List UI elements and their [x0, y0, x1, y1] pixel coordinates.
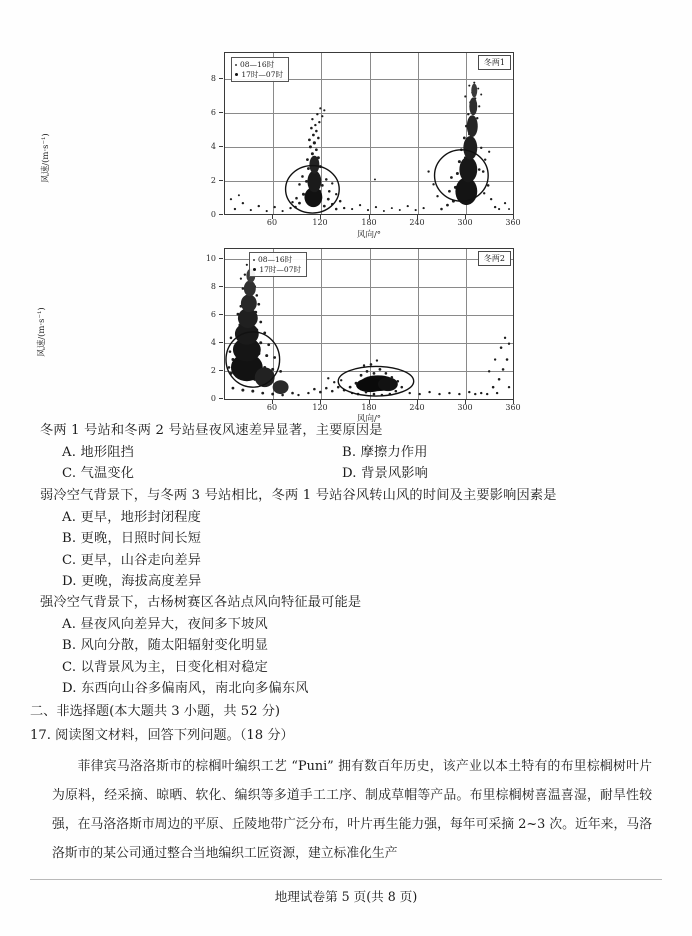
- chart1-ytick-0: 0: [210, 210, 216, 219]
- chart2-xtick-240: 240: [409, 403, 425, 412]
- chart1-ytick-6: 6: [210, 108, 216, 117]
- legend-day-marker-icon: [235, 64, 237, 66]
- chart1-tick-y0: [219, 214, 223, 215]
- chart1-x-axis-label: 风向/°: [356, 230, 382, 240]
- chart2-tick-y10: [219, 258, 223, 259]
- question-15-option-d[interactable]: D. 更晚，海拔高度差异: [62, 574, 202, 589]
- question-14-option-b[interactable]: B. 摩擦力作用: [342, 444, 428, 460]
- chart1-legend-label-day: 08—16时: [240, 60, 275, 69]
- chart1-y-axis-label: 风速/(m·s⁻¹): [41, 133, 51, 183]
- chart1-tick-y4: [219, 146, 223, 147]
- legend-day-marker-icon: [253, 259, 255, 261]
- chart1-legend-row-day: [235, 60, 283, 70]
- chart2-plot-area: [224, 248, 514, 400]
- chart1-xtick-240: 240: [409, 218, 425, 227]
- chart2-ytick-6: 6: [210, 310, 216, 319]
- chart1-xtick-60: 60: [266, 218, 278, 227]
- question-14-stem: 冬两 1 号站和冬两 2 号站昼夜风速差异显著，主要原因是: [40, 423, 383, 438]
- question-14: [40, 420, 652, 485]
- chart1-xtick-180: 180: [361, 218, 377, 227]
- chart1-plot-area: [224, 52, 514, 215]
- question-14-option-a[interactable]: A. 地形阻挡: [62, 444, 135, 460]
- wind-figure: [0, 30, 692, 424]
- question-16-option-b[interactable]: B. 风向分散，随太阳辐射变化明显: [62, 638, 269, 653]
- chart2-tick-y0: [219, 398, 223, 399]
- chart1-tick-y6: [219, 112, 223, 113]
- chart2-legend: [249, 252, 307, 277]
- chart2-ytick-8: 8: [210, 282, 216, 291]
- question-15-option-a[interactable]: A. 更早，地形封闭程度: [62, 509, 201, 525]
- chart1-xtick-300: 300: [457, 218, 473, 227]
- chart2-xtick-300: 300: [457, 403, 473, 412]
- question-14-option-c[interactable]: C. 气温变化: [62, 466, 135, 481]
- question-15-option-c[interactable]: C. 更早，山谷走向差异: [62, 552, 202, 568]
- chart2-legend-row-night: [253, 265, 301, 275]
- chart1-legend: [231, 57, 289, 82]
- chart1-panel-tag: 冬两1: [478, 55, 511, 70]
- question-15-option-b[interactable]: B. 更晚，日照时间长短: [62, 531, 202, 546]
- chart1-xtick-360: 360: [505, 218, 521, 227]
- question-14-option-d[interactable]: D. 背景风影响: [342, 466, 429, 481]
- chart2-ytick-4: 4: [210, 338, 216, 347]
- chart2-legend-label-day: 08—16时: [258, 255, 293, 264]
- question-17-stem: 17. 阅读图文材料，回答下列问题。（18 分）: [30, 728, 294, 743]
- question-17-material: 菲律宾马洛洛斯市的棕榈叶编织工艺 “Puni” 拥有数百年历史，该产业以本土特有的布里棕榈树叶片为原料，经采摘、晾晒、软化、编织等多道手工工序、制成草帽等产品。布里棕榈树喜温喜湿，耐旱性较强，在马洛洛斯市周边的平原、丘陵地带广泛分布，叶片再生能力强，每年可采摘 2~3 次。近年来，马洛洛斯市的某公司通过整合当地编织工匠资源，建立标准化生产: [52, 759, 652, 861]
- chart1-ytick-4: 4: [210, 142, 216, 151]
- chart1-ytick-8: 8: [210, 74, 216, 83]
- page-footer: 地理试卷第 5 页(共 8 页): [274, 889, 418, 904]
- chart2-ytick-0: 0: [210, 394, 216, 403]
- chart2-panel-tag: 冬两2: [478, 251, 511, 266]
- chart-panel-1: [0, 30, 692, 240]
- chart1-ytick-2: 2: [210, 176, 216, 185]
- question-16-option-d[interactable]: D. 东西向山谷多偏南风，南北向多偏东风: [62, 681, 309, 696]
- footer-divider: [30, 879, 662, 880]
- legend-night-marker-icon: [253, 268, 256, 271]
- legend-night-marker-icon: [235, 73, 238, 76]
- chart1-legend-row-night: [235, 70, 283, 80]
- chart2-tick-y8: [219, 286, 223, 287]
- question-15-stem: 弱冷空气背景下，与冬两 3 号站相比，冬两 1 号站谷风转山风的时间及主要影响因素是: [40, 488, 557, 503]
- chart2-xtick-120: 120: [312, 403, 328, 412]
- chart2-xtick-180: 180: [361, 403, 377, 412]
- chart2-legend-label-night: 17时—07时: [259, 264, 301, 274]
- chart2-x-axis-label: 风向/°: [356, 414, 382, 424]
- chart2-y-axis-label: 风速/(m·s⁻¹): [37, 307, 47, 357]
- question-16: [40, 592, 652, 700]
- chart2-tick-y4: [219, 342, 223, 343]
- question-16-option-c[interactable]: C. 以背景风为主，日变化相对稳定: [62, 659, 269, 675]
- chart2-legend-row-day: [253, 255, 301, 265]
- chart1-legend-label-night: 17时—07时: [241, 69, 283, 79]
- chart2-tick-y2: [219, 370, 223, 371]
- chart2-tick-y6: [219, 314, 223, 315]
- question-16-option-a[interactable]: A. 昼夜风向差异大，夜间多下坡风: [62, 616, 268, 632]
- chart-panel-2: [0, 230, 692, 424]
- chart1-tick-y2: [219, 180, 223, 181]
- chart2-ytick-2: 2: [210, 366, 216, 375]
- section-2-heading: 二、非选择题(本大题共 3 小题，共 52 分): [30, 704, 281, 719]
- chart2-xtick-360: 360: [505, 403, 521, 412]
- chart1-tick-y8: [219, 78, 223, 79]
- question-15: [40, 485, 652, 593]
- question-16-stem: 强冷空气背景下，古杨树赛区各站点风向特征最可能是: [40, 595, 362, 610]
- question-14-options-row-2: [62, 463, 622, 485]
- question-14-options-row-1: [62, 442, 622, 464]
- chart2-ytick-10: 10: [205, 254, 216, 263]
- chart2-xtick-60: 60: [266, 403, 278, 412]
- chart1-xtick-120: 120: [312, 218, 328, 227]
